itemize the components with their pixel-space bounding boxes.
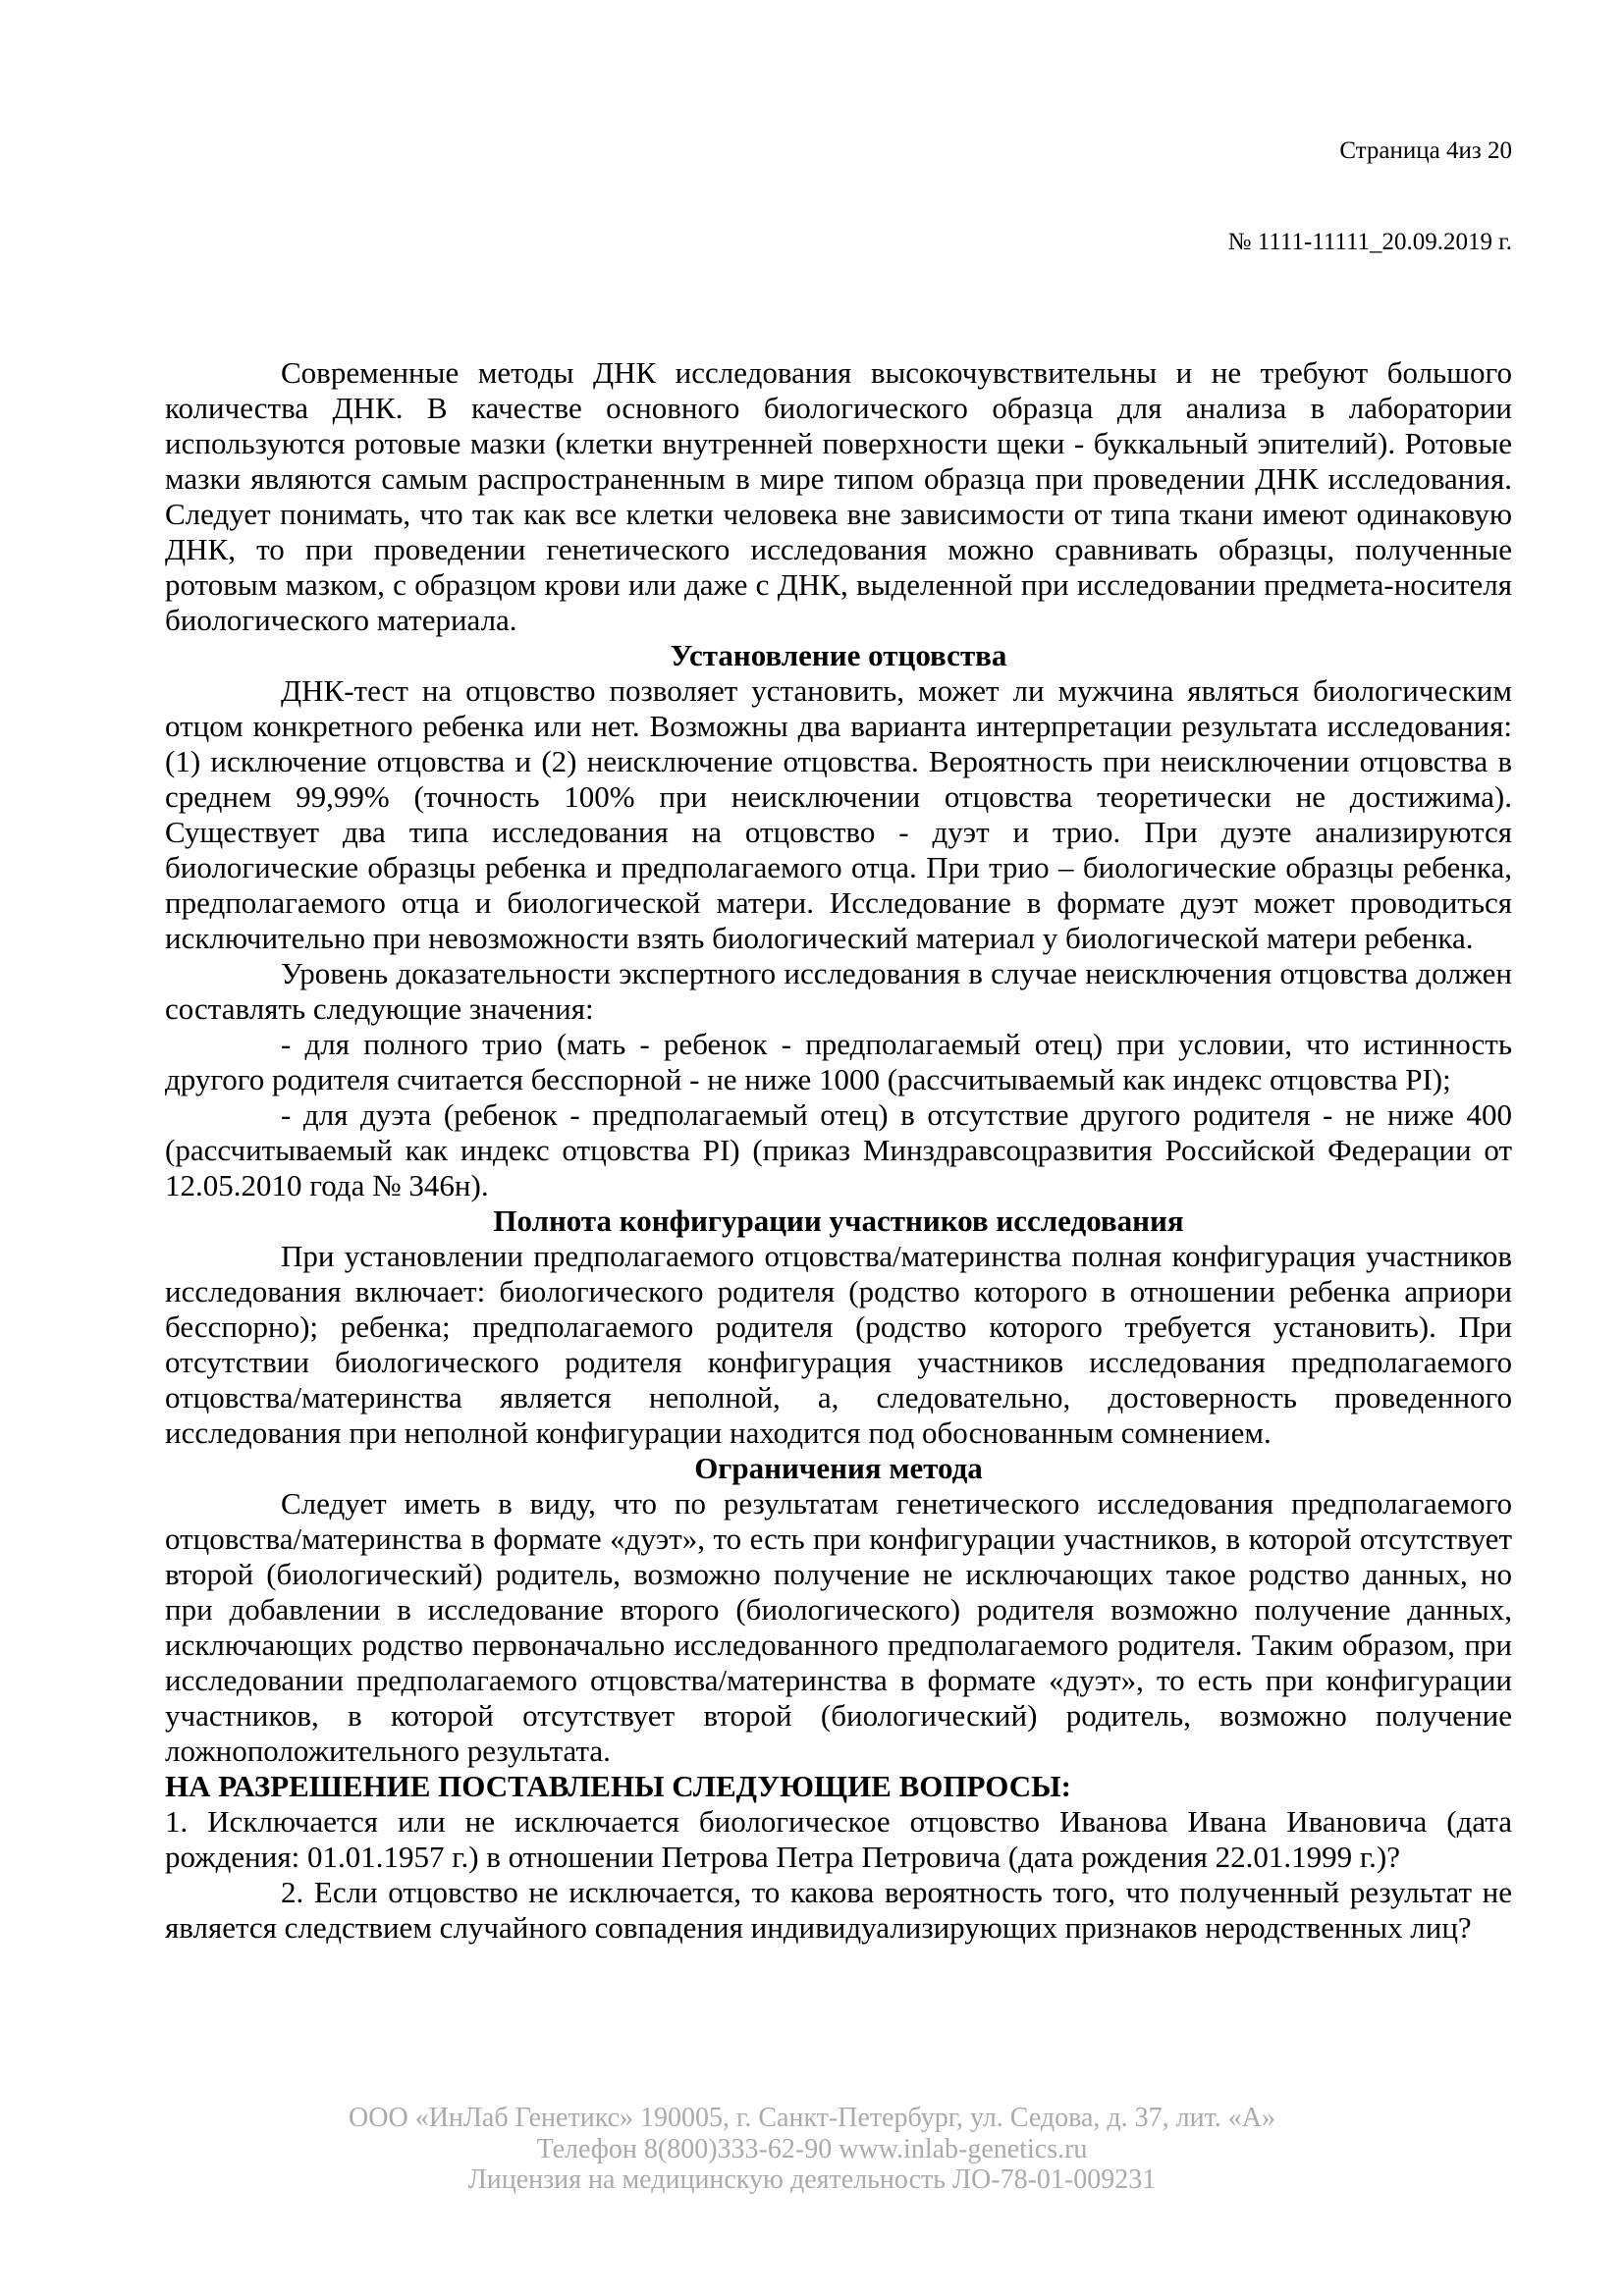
list-item-trio-threshold: - для полного трио (мать - ребенок - предполагаемый отец) при условии, что истинность другого родителя считается бесспорной - не ниже 1000 (рассчитываемый как индекс отцовства PI);	[165, 1027, 1512, 1096]
paragraph-paternity-1: ДНК-тест на отцовство позволяет установить, может ли мужчина являться биологическим отцом конкретного ребенка или нет. Возможны два варианта интерпретации результата исследования: (1) исключение отцовства и (2) неисключение отцовства. Вероятность при неисключении отцовства в среднем 99,99% (точность 100% при неисключении отцовства теоретически не достижима). Существует два типа исследования на отцовство - дуэт и трио. При дуэте анализируются биологические образцы ребенка и предполагаемого отца. При трио – биологические образцы ребенка, предполагаемого отца и биологической матери. Исследование в формате дуэт может проводиться исключительно при невозможности взять биологический материал у биологической матери ребенка.	[165, 673, 1512, 955]
paragraph-question-1: 1. Исключается или не исключается биологическое отцовство Иванова Ивана Ивановича (дата рождения: 01.01.1957 г.) в отношении Петрова Петра Петровича (дата рождения 22.01.1999 г.)?	[165, 1804, 1512, 1874]
page-content	[165, 75, 1512, 1946]
page-footer	[0, 2103, 1624, 2196]
page-header	[165, 75, 1512, 318]
document-body	[165, 355, 1512, 1946]
section-heading-paternity: Установление отцовства	[670, 638, 1007, 672]
paragraph-question-2: 2. Если отцовство не исключается, то какова вероятность того, что полученный результат не является следствием случайного совпадения индивидуализирующих признаков неродственных лиц?	[165, 1875, 1512, 1945]
paragraph-paternity-2: Уровень доказательности экспертного исследования в случае неисключения отцовства должен составлять следующие значения:	[165, 956, 1512, 1026]
footer-license: Лицензия на медицинскую деятельность ЛО-78-01-009231	[467, 2164, 1157, 2195]
section-heading-questions: НА РАЗРЕШЕНИЕ ПОСТАВЛЕНЫ СЛЕДУЮЩИЕ ВОПРОСЫ:	[165, 1769, 1071, 1803]
page-number: Страница 4из 20	[1339, 137, 1512, 164]
section-heading-configuration: Полнота конфигурации участников исследования	[493, 1203, 1184, 1238]
paragraph-configuration: При установлении предполагаемого отцовства/материнства полная конфигурация участников исследования включает: биологического родителя (родство которого в отношении ребенка априори бесспорно); ребенка; предполагаемого родителя (родство которого требуется установить). При отсутствии биологического родителя конфигурация участников исследования предполагаемого отцовства/материнства является неполной, а, следовательно, достоверность проведенного исследования при неполной конфигурации находится под обоснованным сомнением.	[165, 1239, 1512, 1450]
paragraph-limitations: Следует иметь в виду, что по результатам генетического исследования предполагаемого отцовства/материнства в формате «дуэт», то есть при конфигурации участников, в которой отсутствует второй (биологический) родитель, возможно получение не исключающих такое родство данных, но при добавлении в исследование второго (биологического) родителя возможно получение данных, исключающих родство первоначально исследованного предполагаемого родителя. Таким образом, при исследовании предполагаемого отцовства/материнства в формате «дуэт», то есть при конфигурации участников, в которой отсутствует второй (биологический) родитель, возможно получение ложноположительного результата.	[165, 1486, 1512, 1768]
document-number: № 1111-11111_20.09.2019 г.	[1227, 229, 1512, 255]
section-heading-limitations: Ограничения метода	[694, 1451, 983, 1485]
footer-phone-website: Телефон 8(800)333-62-90 www.inlab-genetics.ru	[536, 2133, 1088, 2164]
list-item-duet-threshold: - для дуэта (ребенок - предполагаемый отец) в отсутствие другого родителя - не ниже 400 (рассчитываемый как индекс отцовства PI) (приказ Минздравсоцразвития Российской Федерации от 12.05.2010 года № 346н).	[165, 1097, 1512, 1202]
footer-company-address: ООО «ИнЛаб Генетикс» 190005, г. Санкт-Петербург, ул. Седова, д. 37, лит. «А»	[349, 2103, 1275, 2133]
paragraph-intro: Современные методы ДНК исследования высокочувствительны и не требуют большого количества ДНК. В качестве основного биологического образца для анализа в лаборатории используются ротовые мазки (клетки внутренней поверхности щеки - буккальный эпителий). Ротовые мазки являются самым распространенным в мире типом образца при проведении ДНК исследования. Следует понимать, что так как все клетки человека вне зависимости от типа ткани имеют одинаковую ДНК, то при проведении генетического исследования можно сравнивать образцы, полученные ротовым мазком, с образцом крови или даже с ДНК, выделенной при исследовании предмета-носителя биологического материала.	[165, 355, 1512, 637]
